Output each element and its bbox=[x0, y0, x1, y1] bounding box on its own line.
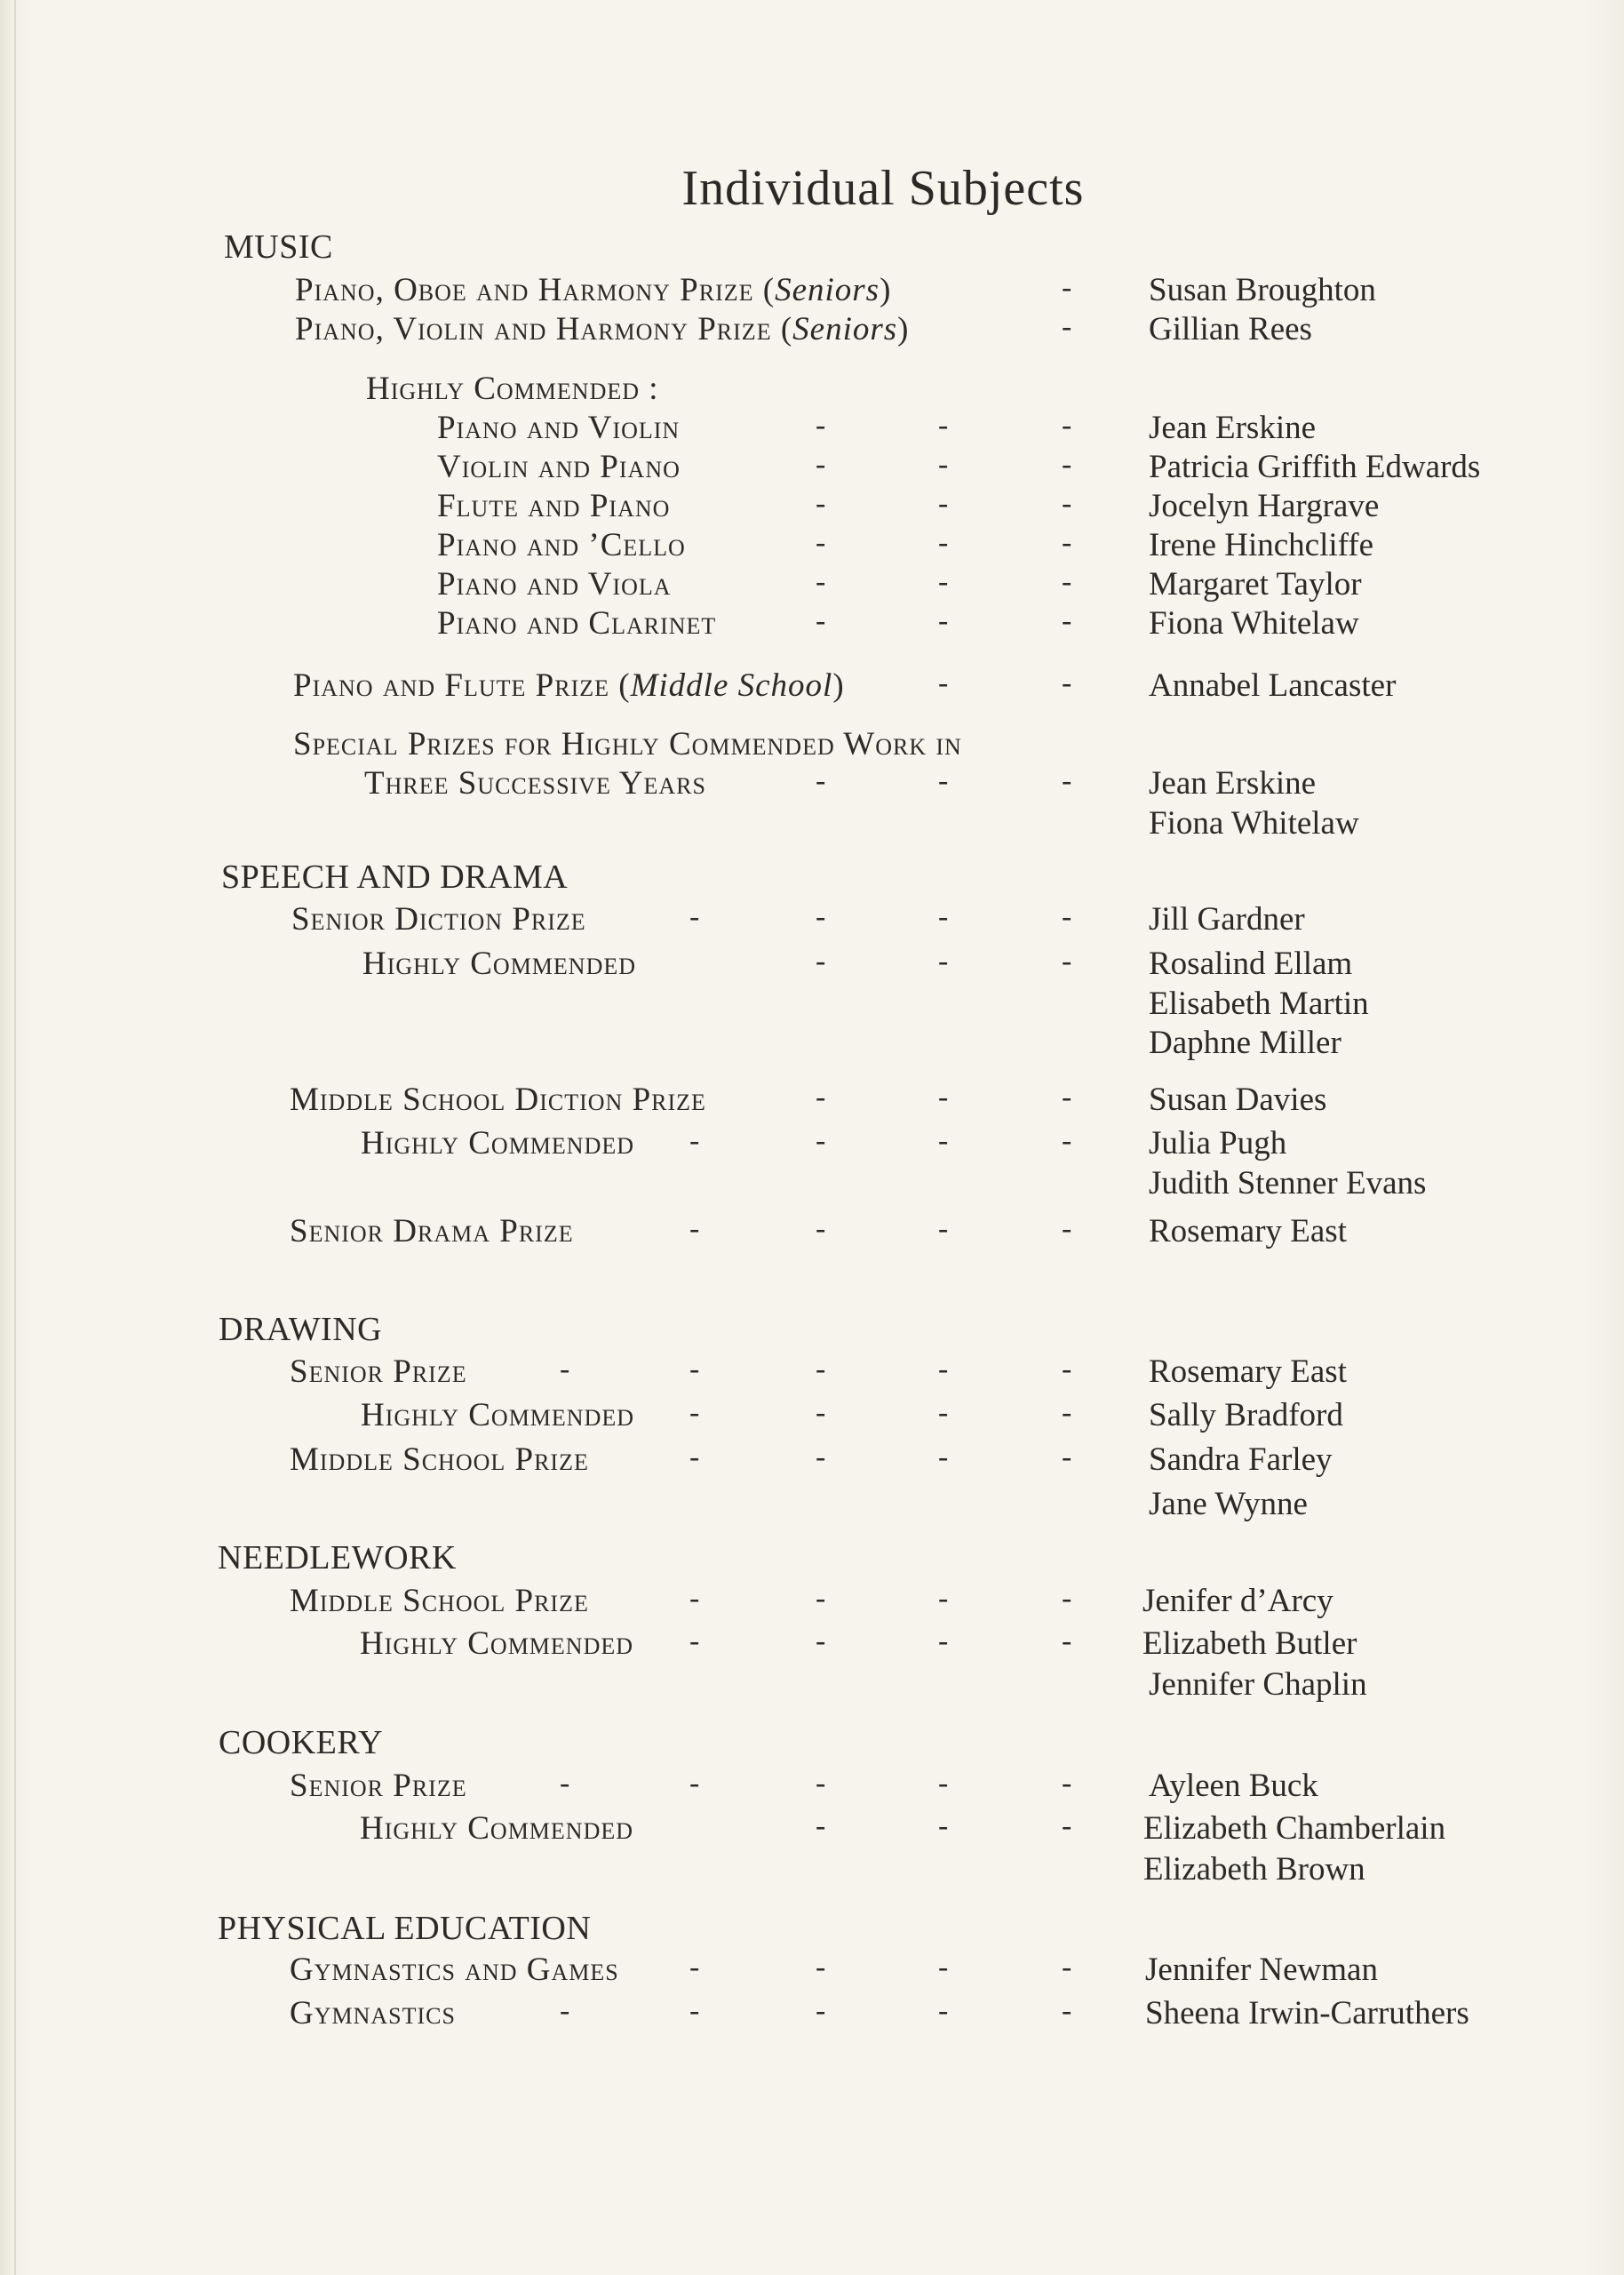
leader-dash: - bbox=[1062, 604, 1072, 637]
prize-label: Middle School Prize bbox=[290, 1583, 589, 1619]
prize-label: Highly Commended bbox=[362, 946, 637, 982]
leader-dash: - bbox=[938, 900, 949, 933]
winner-name: Sheena Irwin-Carruthers bbox=[1145, 1995, 1469, 2032]
prize-row bbox=[0, 604, 1624, 643]
leader-dash: - bbox=[689, 1212, 700, 1245]
leader-dash: - bbox=[1062, 1124, 1072, 1157]
winner-name: Elizabeth Butler bbox=[1142, 1625, 1357, 1662]
winner-name: Ayleen Buck bbox=[1149, 1768, 1318, 1804]
prize-label: Middle School Prize bbox=[290, 1441, 589, 1478]
leader-dash: - bbox=[938, 667, 949, 699]
prize-label: Gymnastics bbox=[290, 1995, 456, 2032]
winner-name: Jocelyn Hargrave bbox=[1149, 488, 1380, 524]
prize-label: Piano and Clarinet bbox=[437, 605, 717, 642]
leader-dash: - bbox=[689, 1994, 700, 2027]
leader-dash: - bbox=[938, 945, 949, 978]
leader-dash: - bbox=[816, 448, 826, 481]
prize-row bbox=[0, 764, 1624, 803]
section-heading-speech-drama: SPEECH AND DRAMA bbox=[221, 858, 569, 896]
leader-dash: - bbox=[816, 1809, 826, 1842]
winner-name: Jennifer Newman bbox=[1145, 1952, 1378, 1988]
prize-label: Piano and Violin bbox=[437, 410, 681, 446]
leader-dash: - bbox=[1062, 1809, 1072, 1842]
leader-dash: - bbox=[938, 1353, 949, 1385]
leader-dash: - bbox=[560, 1767, 570, 1800]
leader-dash: - bbox=[1062, 271, 1072, 304]
section-heading-needlework: NEEDLEWORK bbox=[218, 1539, 457, 1577]
leader-dash: - bbox=[689, 1767, 700, 1800]
winner-name: Margaret Taylor bbox=[1149, 566, 1362, 603]
prize-row bbox=[0, 900, 1624, 939]
leader-dash: - bbox=[938, 764, 949, 797]
winner-name: Gillian Rees bbox=[1149, 311, 1312, 347]
section-heading-music: MUSIC bbox=[224, 228, 333, 266]
leader-dash: - bbox=[816, 1994, 826, 2027]
leader-dash: - bbox=[1062, 1212, 1072, 1245]
page-title: Individual Subjects bbox=[681, 161, 1085, 216]
winner-name: Daphne Miller bbox=[1149, 1025, 1341, 1061]
leader-dash: - bbox=[816, 1951, 826, 1984]
winner-name: Jill Gardner bbox=[1149, 901, 1305, 938]
winner-name: Sandra Farley bbox=[1149, 1441, 1333, 1478]
prize-label: Senior Prize bbox=[290, 1768, 467, 1804]
prize-label: Senior Diction Prize bbox=[291, 901, 586, 938]
prize-row bbox=[0, 1994, 1624, 2033]
prize-row bbox=[0, 1353, 1624, 1392]
leader-dash: - bbox=[560, 1353, 570, 1385]
leader-dash: - bbox=[816, 565, 826, 598]
leader-dash: - bbox=[816, 1767, 826, 1800]
prize-row bbox=[0, 945, 1624, 984]
leader-dash: - bbox=[1062, 526, 1072, 559]
leader-dash: - bbox=[1062, 409, 1072, 442]
leader-dash: - bbox=[689, 1624, 700, 1657]
leader-dash: - bbox=[1062, 1994, 1072, 2027]
prize-label: Violin and Piano bbox=[437, 449, 681, 485]
leader-dash: - bbox=[938, 1582, 949, 1615]
leader-dash: - bbox=[1062, 1624, 1072, 1657]
prize-row bbox=[0, 487, 1624, 526]
leader-dash: - bbox=[1062, 1441, 1072, 1473]
prize-row bbox=[0, 526, 1624, 565]
leader-dash: - bbox=[938, 565, 949, 598]
winner-name: Susan Broughton bbox=[1149, 272, 1376, 308]
leader-dash: - bbox=[1062, 1081, 1072, 1114]
winner-name: Jenifer d’Arcy bbox=[1142, 1583, 1333, 1619]
leader-dash: - bbox=[816, 1353, 826, 1385]
prize-row bbox=[0, 1081, 1624, 1120]
section-heading-physical-education: PHYSICAL EDUCATION bbox=[218, 1910, 592, 1947]
leader-dash: - bbox=[816, 764, 826, 797]
winner-name: Elisabeth Martin bbox=[1149, 986, 1369, 1022]
prize-label: Highly Commended bbox=[361, 1397, 635, 1433]
leader-dash: - bbox=[938, 526, 949, 559]
winner-name: Julia Pugh bbox=[1149, 1125, 1287, 1161]
leader-dash: - bbox=[816, 1124, 826, 1157]
prize-row bbox=[0, 271, 1624, 310]
leader-dash: - bbox=[938, 604, 949, 637]
leader-dash: - bbox=[1062, 1582, 1072, 1615]
winner-name: Patricia Griffith Edwards bbox=[1149, 449, 1481, 485]
leader-dash: - bbox=[938, 1809, 949, 1842]
prize-label: Highly Commended bbox=[360, 1810, 634, 1847]
leader-dash: - bbox=[938, 1396, 949, 1429]
leader-dash: - bbox=[816, 1396, 826, 1429]
special-prize-label: Special Prizes for Highly Commended Work in bbox=[293, 726, 962, 762]
leader-dash: - bbox=[1062, 1951, 1072, 1984]
leader-dash: - bbox=[816, 604, 826, 637]
prize-label: Piano, Oboe and Harmony Prize (Seniors) bbox=[295, 272, 892, 308]
leader-dash: - bbox=[689, 1396, 700, 1429]
leader-dash: - bbox=[689, 1951, 700, 1984]
prize-row bbox=[0, 667, 1624, 706]
prize-row bbox=[0, 1212, 1624, 1251]
leader-dash: - bbox=[816, 1212, 826, 1245]
winner-name: Fiona Whitelaw bbox=[1149, 805, 1359, 842]
leader-dash: - bbox=[816, 409, 826, 442]
leader-dash: - bbox=[816, 1081, 826, 1114]
leader-dash: - bbox=[1062, 310, 1072, 343]
leader-dash: - bbox=[1062, 945, 1072, 978]
leader-dash: - bbox=[938, 1951, 949, 1984]
leader-dash: - bbox=[938, 1767, 949, 1800]
leader-dash: - bbox=[938, 448, 949, 481]
prize-row bbox=[0, 1441, 1624, 1480]
leader-dash: - bbox=[816, 1624, 826, 1657]
prize-row bbox=[0, 565, 1624, 604]
leader-dash: - bbox=[689, 1582, 700, 1615]
prize-label: Piano and Flute Prize (Middle School) bbox=[293, 667, 845, 704]
winner-name: Fiona Whitelaw bbox=[1149, 605, 1359, 642]
leader-dash: - bbox=[938, 1994, 949, 2027]
winner-name: Elizabeth Brown bbox=[1143, 1851, 1365, 1888]
winner-name: Irene Hinchcliffe bbox=[1149, 527, 1374, 563]
prize-label: Piano, Violin and Harmony Prize (Seniors) bbox=[295, 311, 910, 347]
prize-row bbox=[0, 448, 1624, 487]
leader-dash: - bbox=[689, 1353, 700, 1385]
winner-name: Sally Bradford bbox=[1149, 1397, 1343, 1433]
leader-dash: - bbox=[816, 487, 826, 520]
prize-label: Senior Prize bbox=[290, 1353, 467, 1390]
leader-dash: - bbox=[1062, 487, 1072, 520]
winner-name: Jean Erskine bbox=[1149, 410, 1317, 446]
leader-dash: - bbox=[938, 487, 949, 520]
leader-dash: - bbox=[816, 945, 826, 978]
winner-name: Jane Wynne bbox=[1149, 1486, 1308, 1522]
prize-label: Piano and Viola bbox=[437, 566, 672, 603]
leader-dash: - bbox=[938, 409, 949, 442]
winner-name: Rosalind Ellam bbox=[1149, 946, 1353, 982]
prize-row bbox=[0, 1582, 1624, 1621]
leader-dash: - bbox=[816, 1582, 826, 1615]
leader-dash: - bbox=[689, 1124, 700, 1157]
leader-dash: - bbox=[938, 1212, 949, 1245]
prize-row bbox=[0, 1809, 1624, 1848]
winner-name: Rosemary East bbox=[1149, 1353, 1347, 1390]
prize-label: Flute and Piano bbox=[437, 488, 671, 524]
prize-label: Gymnastics and Games bbox=[290, 1952, 619, 1988]
leader-dash: - bbox=[938, 1081, 949, 1114]
section-heading-drawing: DRAWING bbox=[219, 1311, 383, 1348]
prize-row bbox=[0, 1951, 1624, 1990]
leader-dash: - bbox=[560, 1994, 570, 2027]
prize-label: Senior Drama Prize bbox=[290, 1213, 574, 1249]
highly-commended-heading: Highly Commended : bbox=[366, 371, 659, 407]
winner-name: Rosemary East bbox=[1149, 1213, 1347, 1249]
prize-row bbox=[0, 1624, 1624, 1664]
winner-name: Jennifer Chaplin bbox=[1149, 1666, 1367, 1703]
winner-name: Annabel Lancaster bbox=[1149, 667, 1397, 704]
prize-label: Highly Commended bbox=[360, 1625, 634, 1662]
leader-dash: - bbox=[816, 900, 826, 933]
leader-dash: - bbox=[1062, 667, 1072, 699]
leader-dash: - bbox=[938, 1624, 949, 1657]
section-heading-cookery: COOKERY bbox=[219, 1724, 384, 1761]
prize-row bbox=[0, 310, 1624, 349]
winner-name: Judith Stenner Evans bbox=[1149, 1165, 1427, 1201]
leader-dash: - bbox=[1062, 1396, 1072, 1429]
leader-dash: - bbox=[1062, 1767, 1072, 1800]
leader-dash: - bbox=[1062, 900, 1072, 933]
leader-dash: - bbox=[689, 900, 700, 933]
winner-name: Susan Davies bbox=[1149, 1082, 1327, 1118]
leader-dash: - bbox=[938, 1124, 949, 1157]
leader-dash: - bbox=[1062, 565, 1072, 598]
leader-dash: - bbox=[816, 526, 826, 559]
prize-label: Three Successive Years bbox=[364, 765, 706, 802]
prize-label: Highly Commended bbox=[361, 1125, 635, 1161]
leader-dash: - bbox=[1062, 764, 1072, 797]
prize-row bbox=[0, 409, 1624, 448]
prize-label: Middle School Diction Prize bbox=[290, 1082, 706, 1118]
leader-dash: - bbox=[816, 1441, 826, 1473]
winner-name: Jean Erskine bbox=[1149, 765, 1317, 802]
prize-row bbox=[0, 1124, 1624, 1163]
winner-name: Elizabeth Chamberlain bbox=[1143, 1810, 1446, 1847]
prize-label: Piano and ’Cello bbox=[437, 527, 686, 563]
leader-dash: - bbox=[1062, 448, 1072, 481]
leader-dash: - bbox=[689, 1441, 700, 1473]
leader-dash: - bbox=[1062, 1353, 1072, 1385]
prize-row bbox=[0, 1767, 1624, 1806]
prize-row bbox=[0, 1396, 1624, 1435]
leader-dash: - bbox=[938, 1441, 949, 1473]
